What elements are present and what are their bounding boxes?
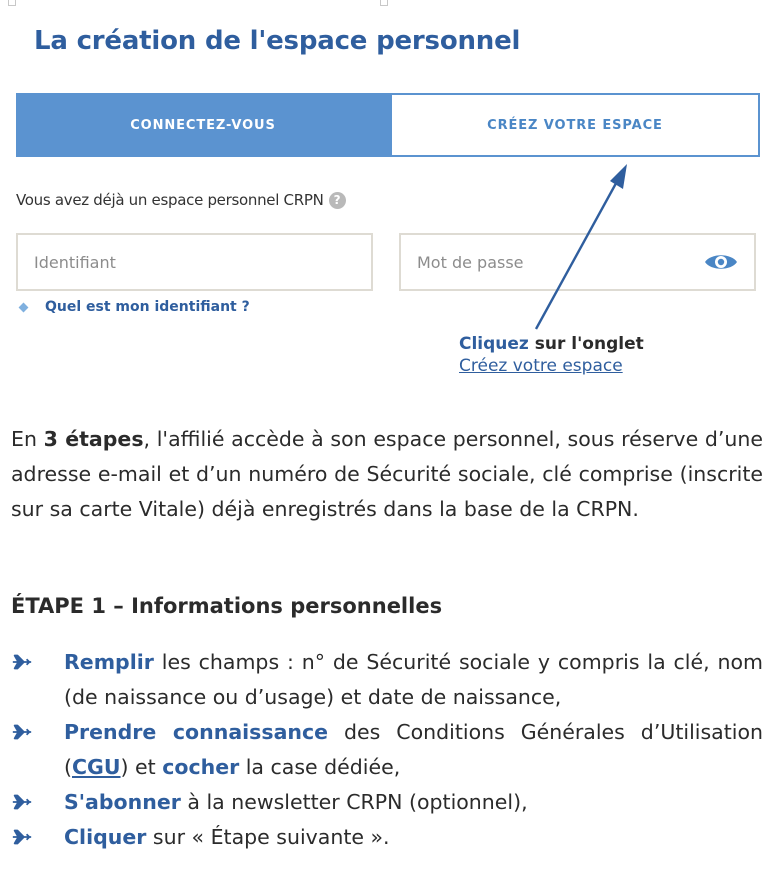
intro-paragraph bbox=[11, 422, 763, 527]
tab-callout bbox=[459, 332, 644, 356]
airplane-icon bbox=[11, 826, 33, 848]
identifier-placeholder: Identifiant bbox=[34, 252, 116, 272]
tab-connect[interactable]: CONNECTEZ-VOUS bbox=[16, 93, 390, 157]
step-text: à la newsletter CRPN (optionnel), bbox=[180, 790, 528, 814]
step-text: des Conditions Générales d’Utilisation ( bbox=[64, 720, 763, 779]
step-keyword: Cliquer bbox=[64, 825, 147, 849]
list-item bbox=[11, 715, 763, 785]
step-text: sur « Étape suivante ». bbox=[146, 825, 390, 849]
password-placeholder: Mot de passe bbox=[417, 252, 524, 272]
list-item bbox=[11, 785, 763, 820]
step-text-end: la case dédiée, bbox=[239, 755, 401, 779]
page-title: La création de l'espace personnel bbox=[34, 26, 521, 56]
cgu-link[interactable]: CGU bbox=[72, 755, 121, 779]
intro-emphasis: 3 étapes bbox=[43, 427, 144, 451]
callout-link[interactable]: Créez votre espace bbox=[459, 356, 623, 376]
help-icon[interactable]: ? bbox=[329, 192, 346, 209]
callout-action: Cliquez bbox=[459, 334, 529, 354]
existing-account-label: Vous avez déjà un espace personnel CRPN bbox=[16, 191, 324, 209]
step-keyword: Remplir bbox=[64, 650, 154, 674]
identifier-help-label: Quel est mon identifiant ? bbox=[45, 299, 250, 315]
callout-rest: sur l'onglet bbox=[534, 334, 644, 354]
step1-title: ÉTAPE 1 – Informations personnelles bbox=[11, 594, 443, 618]
step1-list bbox=[11, 645, 763, 855]
step-keyword-check: cocher bbox=[162, 755, 240, 779]
airplane-icon bbox=[11, 721, 33, 743]
step-text: les champs : n° de Sécurité sociale y compris la clé, nom (de naissance ou d’usage) et date de naissance, bbox=[64, 650, 763, 709]
list-item bbox=[11, 645, 763, 715]
airplane-icon bbox=[11, 651, 33, 673]
list-item bbox=[11, 820, 763, 855]
intro-text: , l'affilié accède à son espace personnel, sous réserve d’une adresse e-mail et d’un numéro de Sécurité sociale, clé comprise (inscrite sur sa carte Vitale) déjà enregistrés dans la base de la CRPN. bbox=[11, 427, 763, 521]
airplane-icon bbox=[11, 791, 33, 813]
tab-create-space[interactable]: CRÉEZ VOTRE ESPACE bbox=[390, 93, 760, 157]
intro-prefix: En bbox=[11, 427, 44, 451]
step-keyword: Prendre connaissance bbox=[64, 720, 329, 744]
step-text-mid: ) et bbox=[120, 755, 163, 779]
step-keyword: S'abonner bbox=[64, 790, 181, 814]
